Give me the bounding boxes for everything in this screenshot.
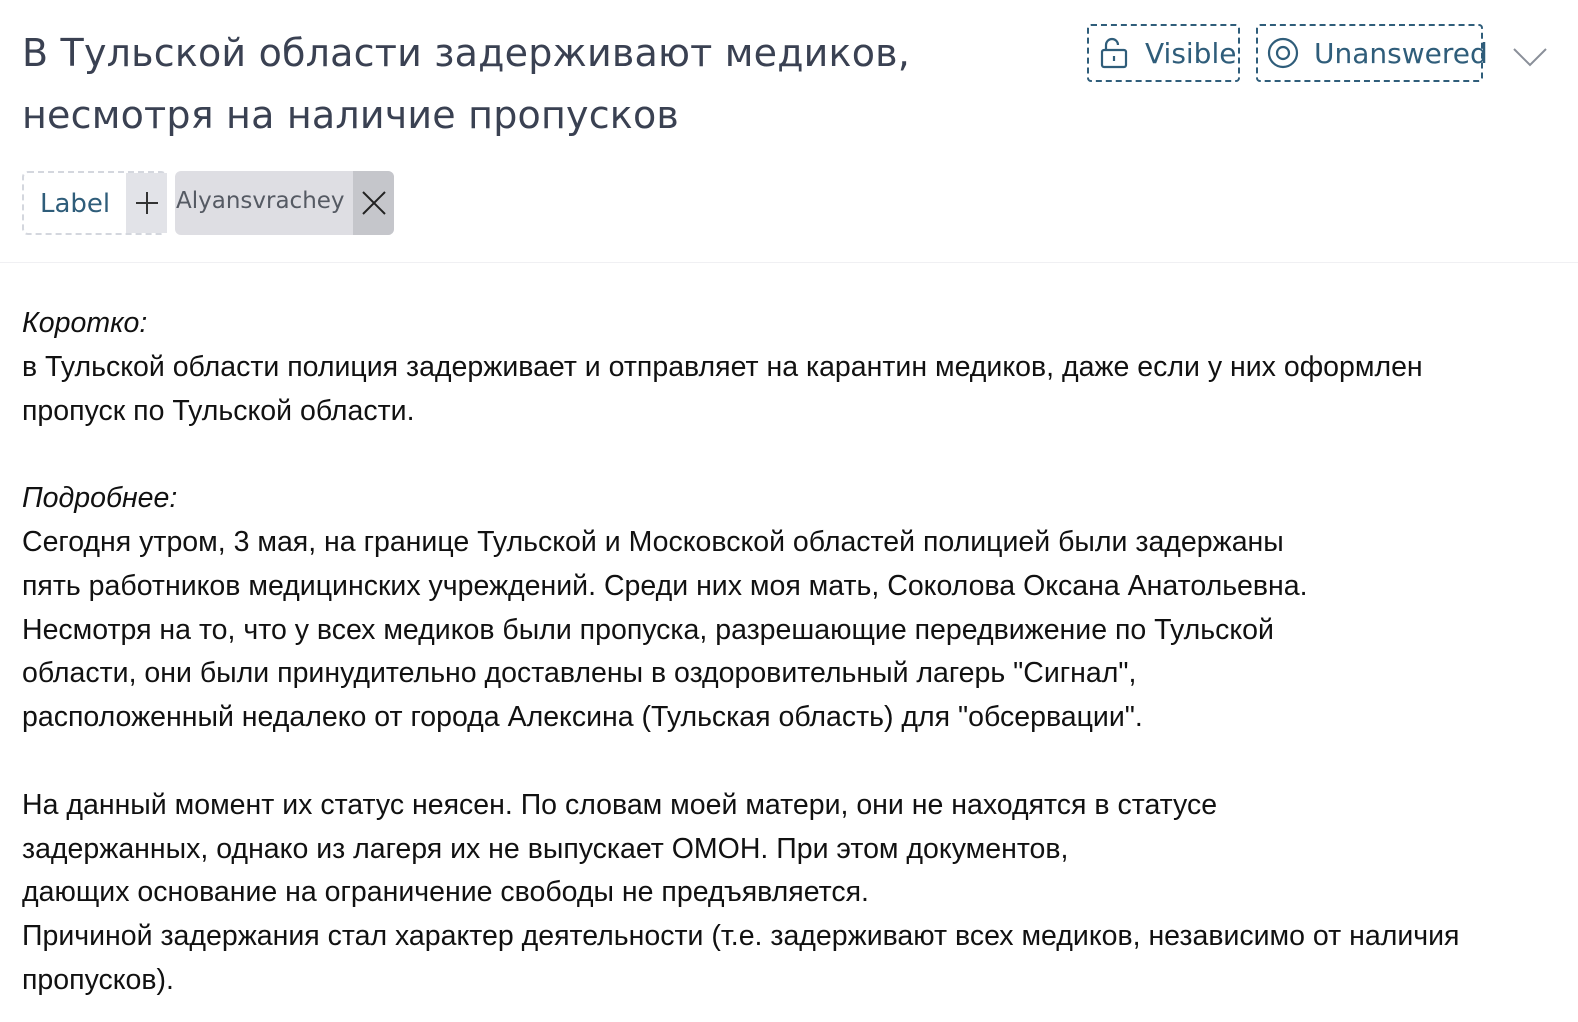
details-line: области, они были принудительно доставлены в оздоровительный лагерь "Сигнал", <box>22 657 1137 690</box>
ticket-body <box>22 302 1562 1003</box>
status-label: Unanswered <box>1314 36 1488 70</box>
chevron-down-icon <box>1510 40 1550 70</box>
unlock-icon <box>1097 36 1131 70</box>
status-line: дающих основание на ограничение свободы не предъявляется. <box>22 876 869 909</box>
remove-tag-button[interactable] <box>353 171 394 235</box>
ticket-title: В Тульской области задерживают медиков, несмотря на наличие пропусков <box>22 31 911 137</box>
status-line: задержанных, однако из лагеря их не выпускает ОМОН. При этом документов, <box>22 832 1069 865</box>
summary-text: в Тульской области полиция задерживает и отправляет на карантин медиков, даже если у них оформлен пропуск по Тульской области. <box>22 350 1423 427</box>
label-control <box>22 171 167 235</box>
visibility-label: Visible <box>1145 36 1237 70</box>
reason-text: Причиной задержания стал характер деятельности (т.е. задерживают всех медиков, независимо от наличия пропусков). <box>22 920 1460 996</box>
label-tag <box>175 171 394 235</box>
details-line: Сегодня утром, 3 мая, на границе Тульской и Московской областей полицией были задержаны <box>22 525 1284 558</box>
add-label-plus[interactable] <box>126 173 167 233</box>
close-icon <box>361 190 387 216</box>
summary-heading: Коротко: <box>22 307 148 339</box>
plus-icon <box>134 190 160 216</box>
ticket-header <box>0 0 1578 263</box>
details-line: пять работников медицинских учреждений. Среди них моя мать, Соколова Оксана Анатольевна. <box>22 569 1308 602</box>
status-button[interactable] <box>1256 24 1488 82</box>
details-line: расположенный недалеко от города Алексина (Тульская область) для "обсервации". <box>22 701 1143 734</box>
label-tag-text: Alyansvrachey <box>176 188 345 214</box>
details-heading: Подробнее: <box>22 482 178 515</box>
visibility-button[interactable] <box>1087 24 1240 82</box>
add-label-button[interactable]: Label <box>40 189 111 219</box>
status-line: На данный момент их статус неясен. По словам моей матери, они не находятся в статусе <box>22 788 1218 821</box>
expand-toggle[interactable] <box>1510 40 1550 70</box>
target-circle-icon <box>1266 36 1300 70</box>
details-line: Несмотря на то, что у всех медиков были пропуска, разрешающие передвижение по Тульской <box>22 613 1274 646</box>
